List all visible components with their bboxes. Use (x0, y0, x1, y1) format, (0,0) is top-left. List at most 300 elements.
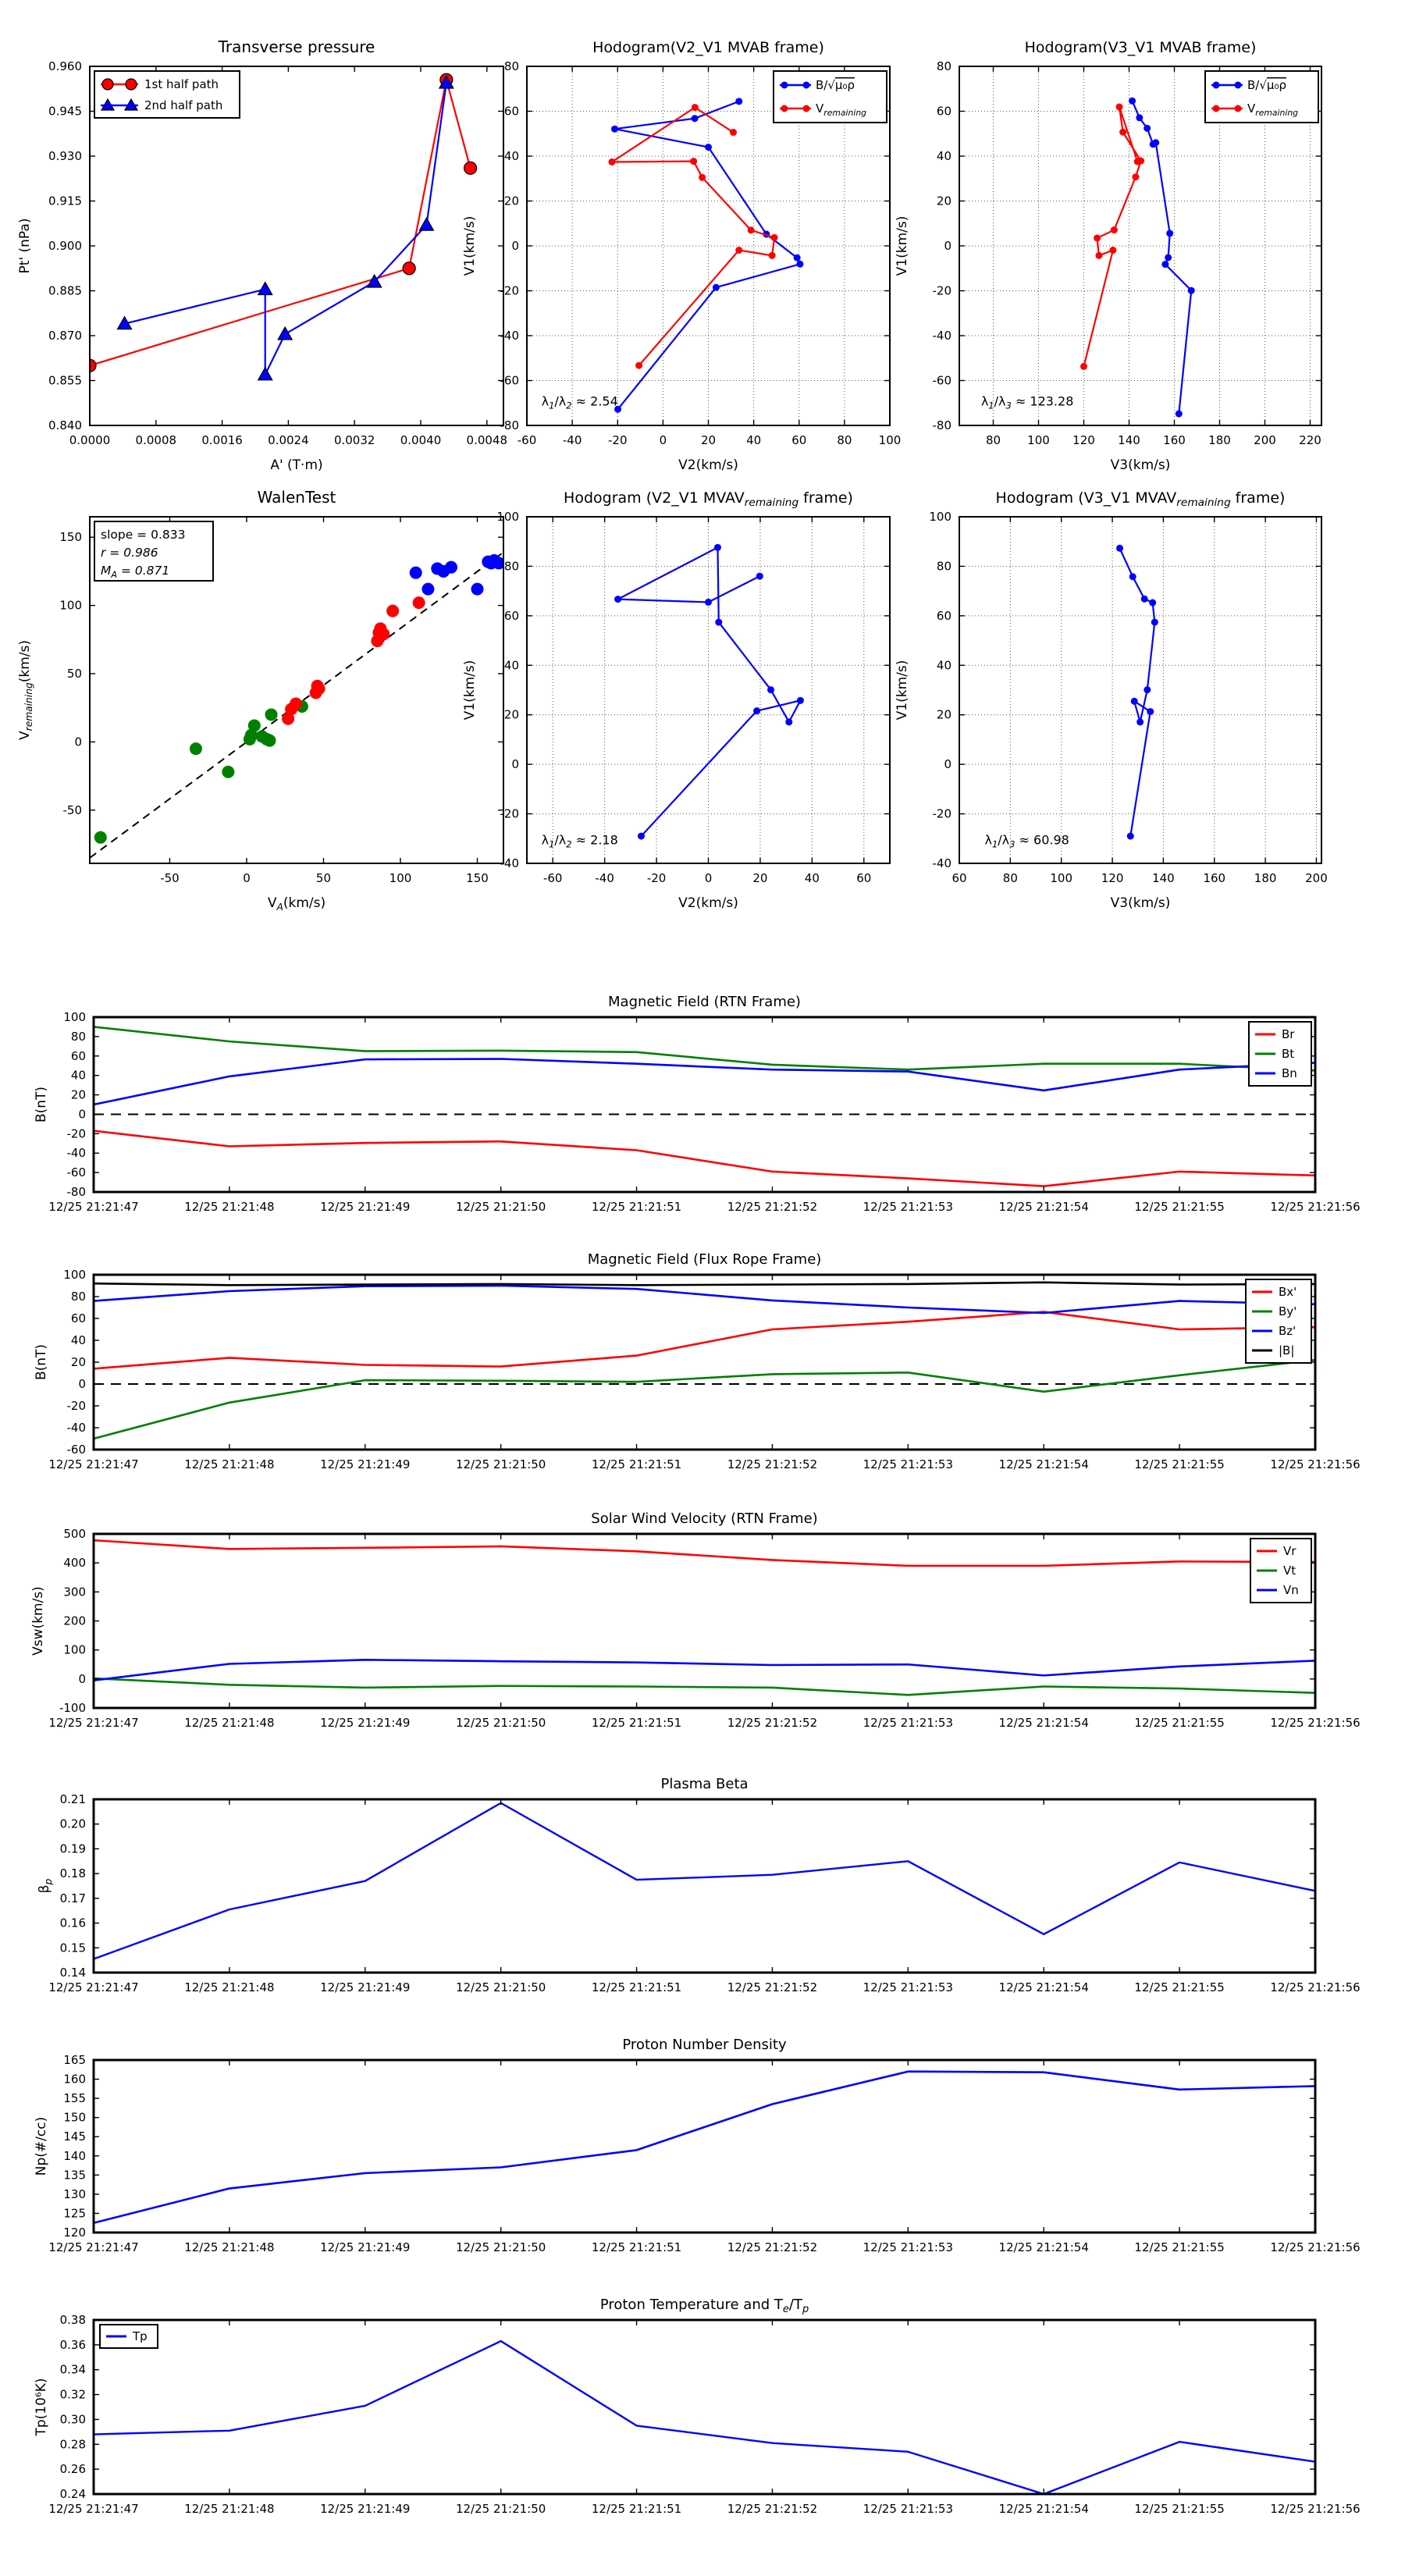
svg-text:60: 60 (70, 1048, 86, 1063)
svg-text:0: 0 (78, 1671, 86, 1686)
svg-text:150: 150 (63, 2110, 86, 2125)
tick-labels (48, 1268, 1360, 1471)
y-axis-label: Tp(10⁶K) (34, 2378, 49, 2436)
series-Bn (94, 1059, 1315, 1105)
svg-text:100: 100 (63, 1268, 86, 1282)
svg-text:12/25 21:21:54: 12/25 21:21:54 (998, 1716, 1089, 1730)
y-axis-label: $\beta_p$ (37, 1878, 54, 1894)
chart-proton-number-density (4, 2017, 1405, 2295)
svg-text:12/25 21:21:53: 12/25 21:21:53 (863, 1716, 954, 1730)
svg-text:12/25 21:21:51: 12/25 21:21:51 (591, 1200, 682, 1214)
chart-svg-hodo1_v3 (870, 23, 1405, 488)
svg-text:0.17: 0.17 (59, 1891, 86, 1905)
svg-text:Bn: Bn (1282, 1066, 1297, 1080)
svg-text:Vremaining: $V_{remaining}$ (816, 101, 867, 118)
svg-text:0: 0 (511, 239, 519, 253)
svg-text:|B|: |B| (1279, 1343, 1295, 1357)
svg-text:-40: -40 (500, 329, 519, 343)
svg-text:12/25 21:21:47: 12/25 21:21:47 (48, 1980, 139, 1994)
svg-text:-80: -80 (932, 418, 951, 432)
svg-text:20: 20 (70, 1087, 86, 1102)
svg-text:50: 50 (315, 871, 332, 885)
svg-text:400: 400 (63, 1556, 86, 1571)
svg-text:0.855: 0.855 (48, 373, 82, 388)
svg-text:135: 135 (63, 2168, 86, 2183)
svg-text:12/25 21:21:48: 12/25 21:21:48 (184, 1200, 275, 1214)
svg-text:20: 20 (503, 707, 519, 722)
svg-text:12/25 21:21:56: 12/25 21:21:56 (1270, 2240, 1361, 2254)
svg-text:80: 80 (1002, 871, 1018, 885)
svg-text:12/25 21:21:56: 12/25 21:21:56 (1270, 1457, 1361, 1471)
gridlines (959, 517, 1321, 863)
svg-text:B/√μ₀ρ: B/√μ₀ρ (816, 78, 855, 92)
svg-text:20: 20 (503, 194, 519, 208)
series-Bt (94, 1026, 1315, 1070)
chart-svg-vsw (4, 1491, 1405, 1770)
svg-text:-20: -20 (66, 1126, 86, 1141)
chart-svg-mf_rtn (4, 974, 1405, 1254)
svg-text:12/25 21:21:50: 12/25 21:21:50 (455, 1716, 546, 1730)
svg-text:-40: -40 (595, 871, 614, 885)
svg-text:slope = 0.833: slope = 0.833 (101, 528, 186, 542)
svg-text:200: 200 (1254, 433, 1276, 447)
svg-text:12/25 21:21:55: 12/25 21:21:55 (1134, 1716, 1225, 1730)
svg-text:0.21: 0.21 (59, 1792, 86, 1806)
series-V_{remaining} (1080, 104, 1144, 370)
series-Br (94, 1131, 1315, 1187)
svg-text:-60: -60 (66, 1443, 86, 1457)
svg-text:100: 100 (496, 510, 519, 524)
annotation: $\lambda_1/\lambda_3 \approx 123.28$ (980, 393, 1074, 411)
svg-text:100: 100 (1027, 433, 1050, 447)
svg-text:20: 20 (936, 707, 951, 722)
svg-text:12/25 21:21:51: 12/25 21:21:51 (591, 1457, 682, 1471)
legend (1205, 71, 1318, 123)
svg-text:120: 120 (1072, 433, 1095, 447)
svg-text:-60: -60 (66, 1165, 86, 1180)
svg-text:12/25 21:21:55: 12/25 21:21:55 (1134, 1457, 1225, 1471)
svg-text:0.0000: 0.0000 (69, 433, 111, 447)
svg-text:40: 40 (746, 433, 762, 447)
legend (1250, 1539, 1311, 1603)
chart-title: Magnetic Field (RTN Frame) (608, 994, 801, 1010)
svg-text:160: 160 (1163, 433, 1186, 447)
svg-text:0.18: 0.18 (59, 1866, 86, 1881)
svg-text:100: 100 (63, 1642, 86, 1657)
svg-text:12/25 21:21:49: 12/25 21:21:49 (320, 2502, 411, 2516)
svg-text:12/25 21:21:55: 12/25 21:21:55 (1134, 2240, 1225, 2254)
svg-text:12/25 21:21:48: 12/25 21:21:48 (184, 2502, 275, 2516)
chart-svg-hodo2_v3 (870, 474, 1405, 926)
svg-text:-60: -60 (517, 433, 537, 447)
svg-text:12/25 21:21:47: 12/25 21:21:47 (48, 2240, 139, 2254)
svg-text:120: 120 (63, 2226, 86, 2240)
svg-text:12/25 21:21:52: 12/25 21:21:52 (727, 1457, 818, 1471)
svg-text:-40: -40 (932, 856, 951, 870)
svg-text:0.24: 0.24 (59, 2487, 86, 2501)
svg-text:-40: -40 (932, 329, 951, 343)
chart-svg-tp (4, 2277, 1405, 2556)
x-axis-label: A' (T·m) (270, 457, 323, 473)
svg-text:0.34: 0.34 (59, 2362, 86, 2377)
svg-text:-40: -40 (562, 433, 582, 447)
legend (100, 2325, 158, 2348)
svg-text:-80: -80 (500, 418, 519, 432)
svg-text:150: 150 (59, 530, 82, 545)
svg-text:155: 155 (63, 2091, 86, 2106)
y-axis-label: B(nT) (34, 1343, 49, 1381)
plot-data (94, 1026, 1315, 1186)
tick-labels (48, 2313, 1360, 2516)
svg-text:0.900: 0.900 (48, 239, 82, 253)
svg-text:0: 0 (944, 239, 951, 253)
svg-text:12/25 21:21:54: 12/25 21:21:54 (998, 2502, 1089, 2516)
svg-text:0: 0 (659, 433, 667, 447)
svg-text:60: 60 (936, 104, 951, 119)
svg-text:12/25 21:21:49: 12/25 21:21:49 (320, 1980, 411, 1994)
svg-text:12/25 21:21:53: 12/25 21:21:53 (863, 1200, 954, 1214)
svg-text:0: 0 (511, 757, 519, 772)
svg-text:0.30: 0.30 (59, 2412, 86, 2427)
chart-title: Solar Wind Velocity (RTN Frame) (591, 1510, 818, 1527)
series-beta_p (94, 1803, 1315, 1959)
plot-data (614, 544, 804, 840)
chart-hodogram-v3v1-mvab (870, 23, 1405, 488)
series-By' (94, 1360, 1315, 1439)
series-2nd half path (118, 76, 454, 380)
svg-text:80: 80 (985, 433, 1001, 447)
svg-text:12/25 21:21:51: 12/25 21:21:51 (591, 2240, 682, 2254)
chart-plasma-beta (4, 1756, 1405, 2035)
chart-title: Proton Number Density (622, 2037, 787, 2053)
svg-text:12/25 21:21:50: 12/25 21:21:50 (455, 2240, 546, 2254)
svg-text:80: 80 (70, 1290, 86, 1304)
svg-text:0.0016: 0.0016 (201, 433, 243, 447)
svg-text:40: 40 (804, 871, 820, 885)
svg-text:125: 125 (63, 2206, 86, 2221)
plot-data (94, 1540, 1315, 1695)
svg-text:-50: -50 (62, 802, 82, 817)
plot-data (94, 2341, 1315, 2494)
axes-frame (94, 1275, 1315, 1450)
annotation: $\lambda_1/\lambda_2 \approx 2.54$ (541, 393, 618, 411)
svg-text:0.32: 0.32 (59, 2387, 86, 2402)
plot-data (608, 98, 803, 412)
svg-text:12/25 21:21:54: 12/25 21:21:54 (998, 1457, 1089, 1471)
svg-text:12/25 21:21:47: 12/25 21:21:47 (48, 1200, 139, 1214)
svg-text:100: 100 (63, 1010, 86, 1024)
svg-text:0.945: 0.945 (48, 104, 82, 119)
chart-magnetic-field-rtn (4, 974, 1405, 1254)
plot-data (94, 1283, 1315, 1439)
svg-text:60: 60 (503, 104, 519, 119)
series-B/√μ₀ρ (1129, 98, 1195, 418)
svg-text:12/25 21:21:49: 12/25 21:21:49 (320, 1716, 411, 1730)
series-|B| (94, 1283, 1315, 1286)
svg-text:145: 145 (63, 2129, 86, 2144)
axes-frame (94, 2320, 1315, 2494)
svg-text:140: 140 (1152, 871, 1175, 885)
svg-text:By': By' (1279, 1304, 1297, 1318)
svg-text:0.38: 0.38 (59, 2313, 86, 2327)
chart-solar-wind-velocity (4, 1491, 1405, 1770)
svg-text:20: 20 (700, 433, 717, 447)
svg-text:0.36: 0.36 (59, 2337, 86, 2352)
svg-text:-20: -20 (932, 283, 951, 298)
plot-data (84, 73, 477, 380)
svg-text:165: 165 (63, 2053, 86, 2067)
svg-text:Vremaining: $V_{remaining}$ (1247, 101, 1299, 118)
svg-text:12/25 21:21:53: 12/25 21:21:53 (863, 1457, 954, 1471)
tick-labels (48, 1010, 1360, 1214)
svg-text:12/25 21:21:50: 12/25 21:21:50 (455, 1200, 546, 1214)
svg-text:0.885: 0.885 (48, 283, 82, 298)
svg-text:12/25 21:21:51: 12/25 21:21:51 (591, 1716, 682, 1730)
axes-frame (94, 1534, 1315, 1708)
chart-title: Hodogram(V3_V1 MVAB frame) (1024, 39, 1257, 56)
chart-title: Hodogram(V2_V1 MVAB frame) (592, 39, 824, 56)
svg-text:-40: -40 (66, 1146, 86, 1161)
svg-text:40: 40 (936, 658, 951, 673)
y-axis-label: V1(km/s) (895, 660, 910, 720)
svg-text:0.28: 0.28 (59, 2437, 86, 2452)
svg-text:-60: -60 (542, 871, 563, 885)
svg-text:12/25 21:21:54: 12/25 21:21:54 (998, 1980, 1089, 1994)
svg-text:12/25 21:21:55: 12/25 21:21:55 (1134, 2502, 1225, 2516)
y-axis-label: B(nT) (34, 1086, 49, 1123)
svg-text:12/25 21:21:54: 12/25 21:21:54 (998, 2240, 1089, 2254)
legend (94, 71, 240, 118)
svg-text:100: 100 (1050, 871, 1073, 885)
svg-text:0.960: 0.960 (48, 59, 82, 73)
plot-data (1080, 98, 1195, 418)
x-axis-label: V3(km/s) (1110, 895, 1171, 911)
tick-labels (48, 1792, 1360, 1994)
chart-title: Hodogram (V3_V1 $MVAV_{remaining}$ frame) (995, 489, 1286, 509)
legend (1249, 1022, 1311, 1086)
series-V path (614, 544, 804, 840)
svg-text:180: 180 (1208, 433, 1231, 447)
series-Vn (94, 1660, 1315, 1680)
svg-text:Bz': Bz' (1279, 1324, 1297, 1338)
chart-title: Hodogram (V2_V1 $MVAV_{remaining}$ frame) (564, 489, 853, 509)
x-axis-label: V2(km/s) (678, 457, 738, 473)
svg-text:60: 60 (951, 871, 967, 885)
tick-labels (48, 2053, 1360, 2254)
svg-text:12/25 21:21:50: 12/25 21:21:50 (455, 2502, 546, 2516)
plot-data (94, 1803, 1315, 1959)
svg-text:1st half path: 1st half path (144, 77, 219, 91)
svg-text:12/25 21:21:48: 12/25 21:21:48 (184, 1716, 275, 1730)
svg-text:12/25 21:21:52: 12/25 21:21:52 (727, 1980, 818, 1994)
svg-text:0.16: 0.16 (59, 1916, 86, 1930)
svg-text:160: 160 (1203, 871, 1226, 885)
svg-text:12/25 21:21:47: 12/25 21:21:47 (48, 1716, 139, 1730)
svg-text:180: 180 (1254, 871, 1277, 885)
svg-text:40: 40 (503, 149, 519, 163)
svg-text:20: 20 (70, 1355, 86, 1369)
svg-text:100: 100 (929, 510, 951, 524)
svg-text:0.26: 0.26 (59, 2462, 86, 2477)
svg-text:100: 100 (389, 871, 412, 885)
svg-text:12/25 21:21:48: 12/25 21:21:48 (184, 1980, 275, 1994)
svg-text:-60: -60 (932, 373, 951, 388)
axes-frame (959, 517, 1321, 863)
svg-text:B/√μ₀ρ: B/√μ₀ρ (1247, 78, 1286, 92)
svg-text:50: 50 (66, 667, 82, 681)
svg-text:120: 120 (1101, 871, 1124, 885)
svg-text:-20: -20 (500, 806, 519, 821)
svg-text:0: 0 (78, 1107, 86, 1122)
svg-text:Bt: Bt (1282, 1047, 1295, 1061)
gridlines (527, 517, 890, 863)
y-axis-label: Np(#/cc) (34, 2116, 49, 2176)
axes-frame (527, 517, 890, 863)
svg-text:12/25 21:21:52: 12/25 21:21:52 (727, 2240, 818, 2254)
svg-text:60: 60 (503, 608, 519, 623)
svg-text:MA = 0.871: $M_A = 0.871$ (101, 564, 170, 580)
svg-text:60: 60 (70, 1311, 86, 1325)
svg-text:130: 130 (63, 2186, 86, 2201)
svg-text:-20: -20 (646, 871, 667, 885)
svg-text:80: 80 (936, 559, 951, 574)
svg-text:12/25 21:21:51: 12/25 21:21:51 (591, 1980, 682, 1994)
svg-text:r = 0.986: r = 0.986 (101, 546, 158, 560)
svg-text:2nd half path: 2nd half path (144, 98, 223, 112)
svg-text:140: 140 (1118, 433, 1140, 447)
svg-text:12/25 21:21:47: 12/25 21:21:47 (48, 1457, 139, 1471)
tick-labels (48, 1527, 1360, 1730)
svg-text:-80: -80 (66, 1185, 86, 1199)
svg-text:12/25 21:21:49: 12/25 21:21:49 (320, 2240, 411, 2254)
chart-title: Plasma Beta (660, 1776, 749, 1792)
svg-text:12/25 21:21:50: 12/25 21:21:50 (455, 1457, 546, 1471)
svg-text:140: 140 (63, 2148, 86, 2163)
chart-proton-temperature (4, 2277, 1405, 2556)
y-axis-label: V1(km/s) (462, 660, 478, 720)
svg-text:-20: -20 (608, 433, 628, 447)
stats-box (94, 521, 213, 581)
svg-text:-20: -20 (500, 283, 519, 298)
annotation: $\lambda_1/\lambda_2 \approx 2.18$ (541, 832, 618, 850)
svg-text:-40: -40 (66, 1421, 86, 1435)
svg-text:80: 80 (837, 433, 852, 447)
svg-text:80: 80 (503, 559, 519, 574)
y-axis-label: V1(km/s) (462, 215, 478, 276)
svg-text:20: 20 (752, 871, 768, 885)
series-inbound (94, 700, 308, 844)
legend (1246, 1279, 1311, 1363)
chart-title: Magnetic Field (Flux Rope Frame) (587, 1251, 822, 1268)
svg-text:150: 150 (466, 871, 489, 885)
chart-title: Proton Temperature and $T_e/T_p$ (599, 2297, 809, 2315)
series-Vr (94, 1540, 1315, 1566)
svg-text:0.15: 0.15 (59, 1941, 86, 1955)
axes-frame (94, 2060, 1315, 2233)
svg-text:-60: -60 (500, 373, 519, 388)
series-Bz' (94, 1286, 1315, 1313)
axes-frame (94, 1017, 1315, 1192)
svg-text:20: 20 (936, 194, 951, 208)
chart-hodogram-v3v1-mvav (870, 474, 1405, 926)
x-axis-label: V3(km/s) (1110, 457, 1171, 473)
svg-text:0.0048: 0.0048 (466, 433, 508, 447)
plot-data (1116, 545, 1158, 840)
axes-frame (94, 1799, 1315, 1973)
svg-text:160: 160 (63, 2072, 86, 2087)
series-Tp (94, 2341, 1315, 2494)
svg-text:80: 80 (936, 59, 951, 73)
svg-text:500: 500 (63, 1527, 86, 1541)
svg-text:-40: -40 (500, 856, 519, 870)
svg-text:Vt: Vt (1283, 1564, 1297, 1578)
svg-text:0.0032: 0.0032 (333, 433, 375, 447)
svg-text:40: 40 (503, 658, 519, 673)
series-Bx' (94, 1312, 1315, 1369)
plot-data (94, 2072, 1315, 2223)
svg-text:80: 80 (503, 59, 519, 73)
svg-text:Tp: Tp (133, 2329, 148, 2343)
svg-text:100: 100 (59, 598, 82, 613)
svg-text:0.930: 0.930 (48, 149, 82, 163)
svg-text:12/25 21:21:48: 12/25 21:21:48 (184, 1457, 275, 1471)
y-axis-label: V1(km/s) (895, 215, 910, 276)
svg-text:12/25 21:21:51: 12/25 21:21:51 (591, 2502, 682, 2516)
x-axis-label: $V_A(km/s)$ (267, 895, 326, 913)
y-axis-label: Vsw(km/s) (30, 1586, 46, 1656)
series-Vt (94, 1678, 1315, 1695)
svg-text:0.870: 0.870 (48, 329, 82, 343)
series-V path (1116, 545, 1158, 840)
svg-text:0.0008: 0.0008 (135, 433, 177, 447)
series-Np (94, 2072, 1315, 2223)
y-axis-label: Pt' (nPa) (17, 218, 33, 274)
svg-text:40: 40 (70, 1333, 86, 1347)
svg-text:12/25 21:21:53: 12/25 21:21:53 (863, 2502, 954, 2516)
svg-text:-20: -20 (932, 806, 951, 821)
svg-text:12/25 21:21:49: 12/25 21:21:49 (320, 1457, 411, 1471)
svg-text:12/25 21:21:55: 12/25 21:21:55 (1134, 1980, 1225, 1994)
svg-text:60: 60 (856, 871, 872, 885)
svg-text:220: 220 (1299, 433, 1321, 447)
x-axis-label: V2(km/s) (678, 895, 738, 911)
chart-title: Transverse pressure (218, 37, 375, 56)
chart-title: WalenTest (257, 488, 336, 507)
svg-text:12/25 21:21:48: 12/25 21:21:48 (184, 2240, 275, 2254)
svg-text:0.915: 0.915 (48, 194, 82, 208)
svg-text:40: 40 (936, 149, 951, 163)
svg-text:0: 0 (243, 871, 251, 885)
svg-text:12/25 21:21:54: 12/25 21:21:54 (998, 1200, 1089, 1214)
chart-svg-mf_fr (4, 1232, 1405, 1512)
svg-text:-50: -50 (160, 871, 180, 885)
svg-text:60: 60 (791, 433, 807, 447)
svg-text:200: 200 (1305, 871, 1328, 885)
chart-svg-np (4, 2017, 1405, 2295)
svg-text:12/25 21:21:52: 12/25 21:21:52 (727, 2502, 818, 2516)
svg-text:80: 80 (70, 1029, 86, 1044)
svg-text:0: 0 (704, 871, 713, 885)
svg-text:12/25 21:21:56: 12/25 21:21:56 (1270, 1716, 1361, 1730)
svg-text:0.14: 0.14 (59, 1966, 86, 1980)
svg-text:12/25 21:21:56: 12/25 21:21:56 (1270, 1200, 1361, 1214)
chart-svg-beta (4, 1756, 1405, 2035)
svg-text:12/25 21:21:53: 12/25 21:21:53 (863, 2240, 954, 2254)
svg-text:Vr: Vr (1283, 1544, 1297, 1558)
annotation: $\lambda_1/\lambda_3 \approx 60.98$ (984, 832, 1069, 850)
svg-text:12/25 21:21:53: 12/25 21:21:53 (863, 1980, 954, 1994)
svg-text:12/25 21:21:49: 12/25 21:21:49 (320, 1200, 411, 1214)
